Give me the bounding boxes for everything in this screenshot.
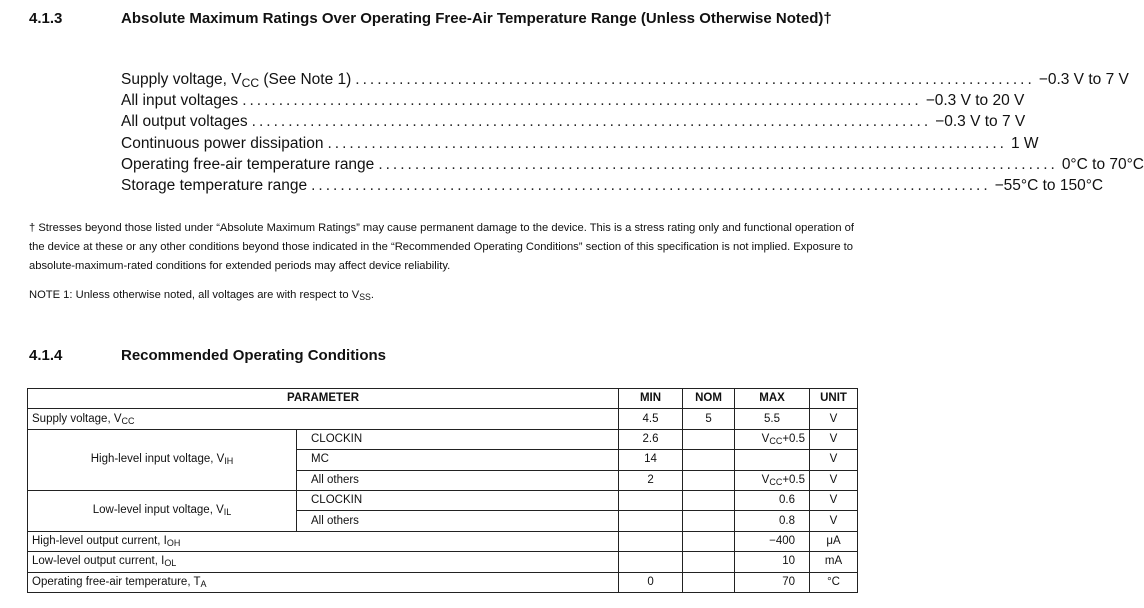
rating-row	[121, 176, 1104, 198]
leader-dots: .............................................................................................	[355, 71, 1035, 88]
max-cell: 0.8	[735, 511, 810, 531]
rating-label: Supply voltage, V	[121, 71, 242, 88]
nom-cell	[683, 531, 735, 551]
unit-cell: V	[810, 450, 858, 470]
param-cell: Operating free-air temperature, $T_A$	[28, 572, 619, 592]
nom-cell	[683, 552, 735, 572]
note-end: .	[370, 289, 374, 301]
section-number-414: 4.1.4	[29, 347, 63, 364]
leader-dots: .............................................................................................	[378, 155, 1058, 173]
rating-label: All output voltages	[121, 113, 248, 131]
max-cell	[735, 450, 810, 470]
param-cell: High-level input voltage, $V_{IH}$	[28, 429, 297, 490]
leader-dots: .............................................................................................	[242, 92, 922, 110]
nom-cell: 5	[683, 409, 735, 429]
table-row	[28, 429, 858, 449]
unit-cell: V	[810, 429, 858, 449]
condition-cell: All others	[297, 511, 619, 531]
table-row	[28, 490, 858, 510]
note-subscript: SS	[359, 292, 371, 303]
rating-row	[121, 71, 1129, 92]
header-min: MIN	[619, 389, 683, 409]
param-cell: High-level output current, $I_{OH}$	[28, 531, 619, 551]
recommended-operating-conditions-table	[27, 388, 858, 593]
rating-row	[121, 92, 1025, 113]
leader-dots: .............................................................................................	[327, 134, 1007, 152]
table-row	[28, 409, 858, 429]
min-cell: 2	[619, 470, 683, 490]
note-text: NOTE 1: Unless otherwise noted, all voltages are with respect to V	[29, 289, 360, 301]
condition-cell: CLOCKIN	[297, 429, 619, 449]
leader-dots: .............................................................................................	[251, 113, 932, 131]
param-cell: Low-level output current, $I_{OL}$	[28, 552, 619, 572]
absolute-max-ratings-list	[121, 71, 1144, 198]
table-row	[28, 572, 858, 592]
min-cell	[619, 552, 683, 572]
header-max: MAX	[735, 389, 810, 409]
max-cell: $V_{CC}+0.5$	[735, 470, 810, 490]
max-cell: 5.5	[735, 409, 810, 429]
rating-value: −0.3 V to 7 V	[935, 113, 1026, 131]
unit-cell: V	[810, 511, 858, 531]
rating-label: Continuous power dissipation	[121, 134, 324, 152]
min-cell	[619, 490, 683, 510]
unit-cell: mA	[810, 552, 858, 572]
rating-subscript: CC	[241, 76, 260, 91]
max-cell: 0.6	[735, 490, 810, 510]
max-cell: 10	[735, 552, 810, 572]
rating-label: Storage temperature range	[121, 176, 308, 194]
min-cell: 4.5	[619, 409, 683, 429]
section-title-414: Recommended Operating Conditions	[121, 347, 387, 364]
unit-cell: V	[810, 470, 858, 490]
section-title-413: Absolute Maximum Ratings Over Operating Free-Air Temperature Range (Unless Otherwise Noted)†	[121, 10, 832, 27]
rating-row	[121, 134, 1039, 156]
section-number-413: 4.1.3	[29, 10, 63, 27]
condition-cell: All others	[297, 470, 619, 490]
table-row	[28, 552, 858, 572]
min-cell	[619, 531, 683, 551]
nom-cell	[683, 572, 735, 592]
rating-row	[121, 155, 1144, 177]
nom-cell	[683, 450, 735, 470]
min-cell: 14	[619, 450, 683, 470]
table-header-row	[28, 389, 858, 409]
rating-value: −0.3 V to 7 V	[1038, 71, 1129, 88]
min-cell: 2.6	[619, 429, 683, 449]
rating-value: −0.3 V to 20 V	[925, 92, 1025, 110]
unit-cell: V	[810, 409, 858, 429]
unit-cell: °C	[810, 572, 858, 592]
rating-value: 0°C to 70°C	[1061, 155, 1144, 173]
table-row	[28, 531, 858, 551]
nom-cell	[683, 470, 735, 490]
header-parameter: PARAMETER	[28, 389, 619, 409]
note-1	[29, 289, 374, 301]
max-cell: $V_{CC}+0.5$	[735, 429, 810, 449]
param-cell: Supply voltage, $V_{CC}$	[28, 409, 619, 429]
stress-footnote: † Stresses beyond those listed under “Absolute Maximum Ratings” may cause permanent damage to the device. This is a stress rating only and functional operation of the device at these or any other conditions beyond those indicated in the “Recommended Operating Conditions” section of this specification is not implied. Exposure to absolute-maximum-rated conditions for extended periods may affect device reliability.	[29, 222, 855, 272]
min-cell	[619, 511, 683, 531]
nom-cell	[683, 429, 735, 449]
header-unit: UNIT	[810, 389, 858, 409]
max-cell: −400	[735, 531, 810, 551]
condition-cell: MC	[297, 450, 619, 470]
leader-dots: .............................................................................................	[311, 176, 991, 194]
param-cell: Low-level input voltage, $V_{IL}$	[28, 490, 297, 531]
max-cell: 70	[735, 572, 810, 592]
rating-label-suffix: (See Note 1)	[259, 71, 352, 88]
rating-label: Operating free-air temperature range	[121, 155, 375, 173]
condition-cell: CLOCKIN	[297, 490, 619, 510]
unit-cell: V	[810, 490, 858, 510]
min-cell: 0	[619, 572, 683, 592]
rating-label: All input voltages	[121, 92, 239, 110]
rating-value: −55°C to 150°C	[994, 176, 1104, 194]
header-nom: NOM	[683, 389, 735, 409]
nom-cell	[683, 511, 735, 531]
nom-cell	[683, 490, 735, 510]
unit-cell: μA	[810, 531, 858, 551]
rating-row	[121, 113, 1026, 134]
rating-value: 1 W	[1010, 134, 1039, 152]
